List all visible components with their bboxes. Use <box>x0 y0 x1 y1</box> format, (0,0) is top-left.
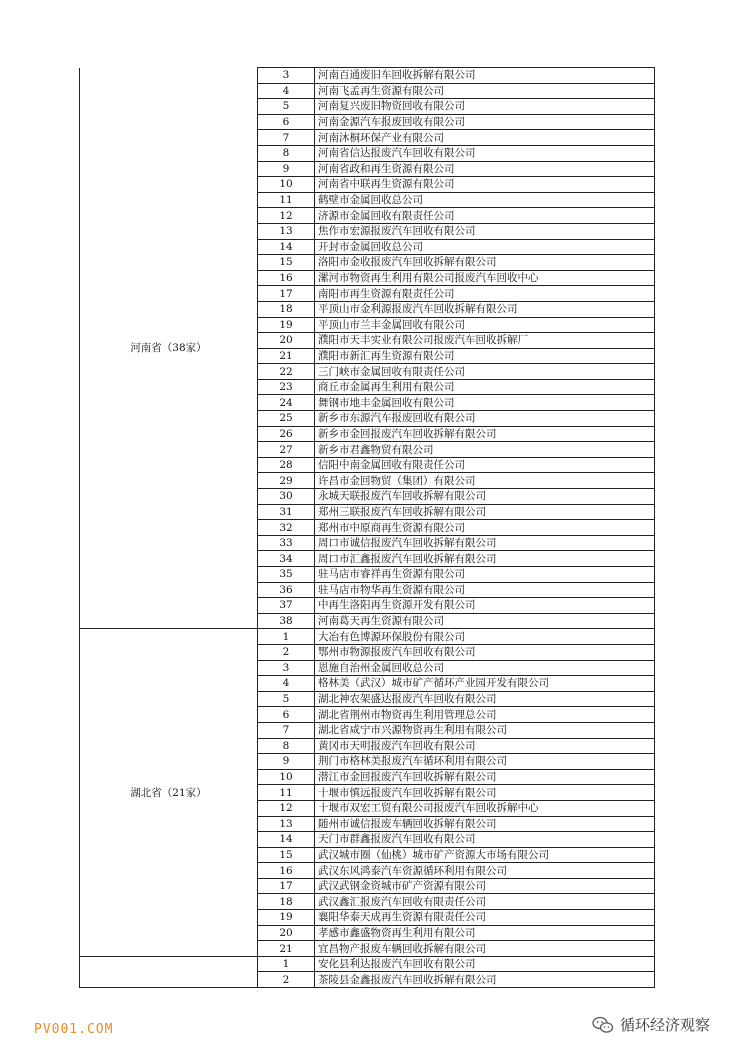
row-number: 21 <box>258 941 315 957</box>
company-name: 驻马店市物华再生资源有限公司 <box>315 582 655 598</box>
company-name: 周口市诚信报废汽车回收拆解有限公司 <box>315 535 655 551</box>
company-name: 武汉城市圈（仙桃）城市矿产资源大市场有限公司 <box>315 847 655 863</box>
company-name: 宜昌物产报废车辆回收拆解有限公司 <box>315 941 655 957</box>
company-name: 安化县利达报废汽车回收有限公司 <box>315 956 655 972</box>
row-number: 21 <box>258 348 315 364</box>
row-number: 4 <box>258 83 315 99</box>
company-name: 三门峡市金属回收有限责任公司 <box>315 364 655 380</box>
company-name: 随州市诚信报废车辆回收拆解有限公司 <box>315 816 655 832</box>
row-number: 19 <box>258 317 315 333</box>
province-cell <box>80 956 258 987</box>
row-number: 38 <box>258 613 315 629</box>
company-name: 濮阳市天丰实业有限公司报废汽车回收拆解厂 <box>315 333 655 349</box>
row-number: 22 <box>258 364 315 380</box>
row-number: 15 <box>258 847 315 863</box>
company-name: 焦作市宏源报废汽车回收有限公司 <box>315 223 655 239</box>
company-name: 大冶有色博源环保股份有限公司 <box>315 629 655 645</box>
company-name: 鹤壁市金属回收总公司 <box>315 192 655 208</box>
row-number: 10 <box>258 769 315 785</box>
row-number: 3 <box>258 68 315 84</box>
company-name: 河南省中联再生资源有限公司 <box>315 177 655 193</box>
table-row <box>80 956 655 972</box>
company-name: 漯河市物资再生利用有限公司报废汽车回收中心 <box>315 270 655 286</box>
row-number: 9 <box>258 161 315 177</box>
row-number: 2 <box>258 972 315 988</box>
company-name: 湖北神农架盛达报废汽车回收有限公司 <box>315 691 655 707</box>
row-number: 11 <box>258 192 315 208</box>
row-number: 5 <box>258 691 315 707</box>
company-name: 新乡市君鑫物贸有限公司 <box>315 442 655 458</box>
row-number: 8 <box>258 145 315 161</box>
company-name: 河南省信达报废汽车回收有限公司 <box>315 145 655 161</box>
company-name: 河南金源汽车报废回收有限公司 <box>315 114 655 130</box>
wechat-icon <box>592 1016 614 1034</box>
table-row <box>80 68 655 84</box>
company-name: 鄂州市物源报废汽车回收有限公司 <box>315 644 655 660</box>
company-name: 武汉武钢金资城市矿产资源有限公司 <box>315 878 655 894</box>
row-number: 9 <box>258 754 315 770</box>
row-number: 5 <box>258 99 315 115</box>
row-number: 13 <box>258 816 315 832</box>
company-name: 郑州三联报废汽车回收拆解有限公司 <box>315 504 655 520</box>
company-name: 湖北省咸宁市兴源物资再生利用有限公司 <box>315 722 655 738</box>
company-name: 河南省政和再生资源有限公司 <box>315 161 655 177</box>
company-name: 武汉东风鸿泰汽车资源循环利用有限公司 <box>315 863 655 879</box>
row-number: 17 <box>258 286 315 302</box>
company-name: 郑州市中原商再生资源有限公司 <box>315 520 655 536</box>
province-cell: 河南省（38家） <box>80 68 258 629</box>
row-number: 20 <box>258 925 315 941</box>
company-name: 河南百通废旧车回收拆解有限公司 <box>315 68 655 84</box>
company-name: 河南沐桐环保产业有限公司 <box>315 130 655 146</box>
company-list-table <box>79 67 655 988</box>
table-row <box>80 629 655 645</box>
company-name: 许昌市金回物贸（集团）有限公司 <box>315 473 655 489</box>
row-number: 14 <box>258 832 315 848</box>
company-name: 河南复兴废旧物资回收有限公司 <box>315 99 655 115</box>
company-name: 恩施自治州金属回收总公司 <box>315 660 655 676</box>
company-name: 天门市群鑫报废汽车回收有限公司 <box>315 832 655 848</box>
company-name: 武汉鑫汇报废汽车回收有限责任公司 <box>315 894 655 910</box>
company-name: 潜江市金回报废汽车回收拆解有限公司 <box>315 769 655 785</box>
company-name: 周口市汇鑫报废汽车回收拆解有限公司 <box>315 551 655 567</box>
row-number: 2 <box>258 644 315 660</box>
company-name: 中再生洛阳再生资源开发有限公司 <box>315 598 655 614</box>
row-number: 30 <box>258 489 315 505</box>
company-name: 商丘市金属再生利用有限公司 <box>315 379 655 395</box>
company-name: 南阳市再生资源有限责任公司 <box>315 286 655 302</box>
company-name: 十堰市双宏工贸有限公司报废汽车回收拆解中心 <box>315 800 655 816</box>
row-number: 28 <box>258 457 315 473</box>
row-number: 16 <box>258 863 315 879</box>
row-number: 27 <box>258 442 315 458</box>
company-name: 湖北省荆州市物资再生利用管理总公司 <box>315 707 655 723</box>
company-name: 河南飞孟再生资源有限公司 <box>315 83 655 99</box>
site-watermark: PV001.COM <box>34 1022 114 1037</box>
wechat-account-watermark <box>592 1014 710 1035</box>
company-name: 信阳中南金属回收有限责任公司 <box>315 457 655 473</box>
row-number: 10 <box>258 177 315 193</box>
company-name: 格林美（武汉）城市矿产循环产业园开发有限公司 <box>315 676 655 692</box>
row-number: 1 <box>258 956 315 972</box>
company-name: 永城天联报废汽车回收拆解有限公司 <box>315 489 655 505</box>
company-name: 孝感市鑫盛物资再生利用有限公司 <box>315 925 655 941</box>
row-number: 16 <box>258 270 315 286</box>
row-number: 20 <box>258 333 315 349</box>
row-number: 1 <box>258 629 315 645</box>
row-number: 26 <box>258 426 315 442</box>
wechat-account-name: 循环经济观察 <box>620 1016 711 1034</box>
row-number: 6 <box>258 114 315 130</box>
company-name: 濮阳市新汇再生资源有限公司 <box>315 348 655 364</box>
row-number: 33 <box>258 535 315 551</box>
row-number: 34 <box>258 551 315 567</box>
company-name: 新乡市东源汽车报废回收有限公司 <box>315 411 655 427</box>
company-name: 开封市金属回收总公司 <box>315 239 655 255</box>
row-number: 35 <box>258 567 315 583</box>
row-number: 24 <box>258 395 315 411</box>
row-number: 37 <box>258 598 315 614</box>
row-number: 23 <box>258 379 315 395</box>
company-name: 河南葛天再生资源有限公司 <box>315 613 655 629</box>
row-number: 13 <box>258 223 315 239</box>
row-number: 31 <box>258 504 315 520</box>
company-name: 舞钢市地丰金属回收有限公司 <box>315 395 655 411</box>
company-name: 济源市金属回收有限责任公司 <box>315 208 655 224</box>
row-number: 12 <box>258 800 315 816</box>
row-number: 8 <box>258 738 315 754</box>
row-number: 32 <box>258 520 315 536</box>
company-name: 荆门市格林美报废汽车循环利用有限公司 <box>315 754 655 770</box>
company-name: 茶陵县金鑫报废汽车回收拆解有限公司 <box>315 972 655 988</box>
province-cell: 湖北省（21家） <box>80 629 258 956</box>
company-name: 平顶山市金利源报废汽车回收拆解有限公司 <box>315 301 655 317</box>
row-number: 19 <box>258 910 315 926</box>
company-name: 黄冈市天明报废汽车回收有限公司 <box>315 738 655 754</box>
row-number: 15 <box>258 255 315 271</box>
row-number: 25 <box>258 411 315 427</box>
row-number: 3 <box>258 660 315 676</box>
company-name: 洛阳市金收报废汽车回收拆解有限公司 <box>315 255 655 271</box>
row-number: 11 <box>258 785 315 801</box>
row-number: 36 <box>258 582 315 598</box>
row-number: 18 <box>258 301 315 317</box>
row-number: 14 <box>258 239 315 255</box>
row-number: 17 <box>258 878 315 894</box>
company-name: 十堰市慎远报废汽车回收拆解有限公司 <box>315 785 655 801</box>
company-name: 襄阳华泰天成再生资源有限责任公司 <box>315 910 655 926</box>
row-number: 12 <box>258 208 315 224</box>
company-name: 驻马店市睿祥再生资源有限公司 <box>315 567 655 583</box>
company-name: 平顶山市兰丰金属回收有限公司 <box>315 317 655 333</box>
row-number: 29 <box>258 473 315 489</box>
row-number: 4 <box>258 676 315 692</box>
row-number: 7 <box>258 722 315 738</box>
row-number: 7 <box>258 130 315 146</box>
row-number: 6 <box>258 707 315 723</box>
row-number: 18 <box>258 894 315 910</box>
company-name: 新乡市金回报废汽车回收拆解有限公司 <box>315 426 655 442</box>
